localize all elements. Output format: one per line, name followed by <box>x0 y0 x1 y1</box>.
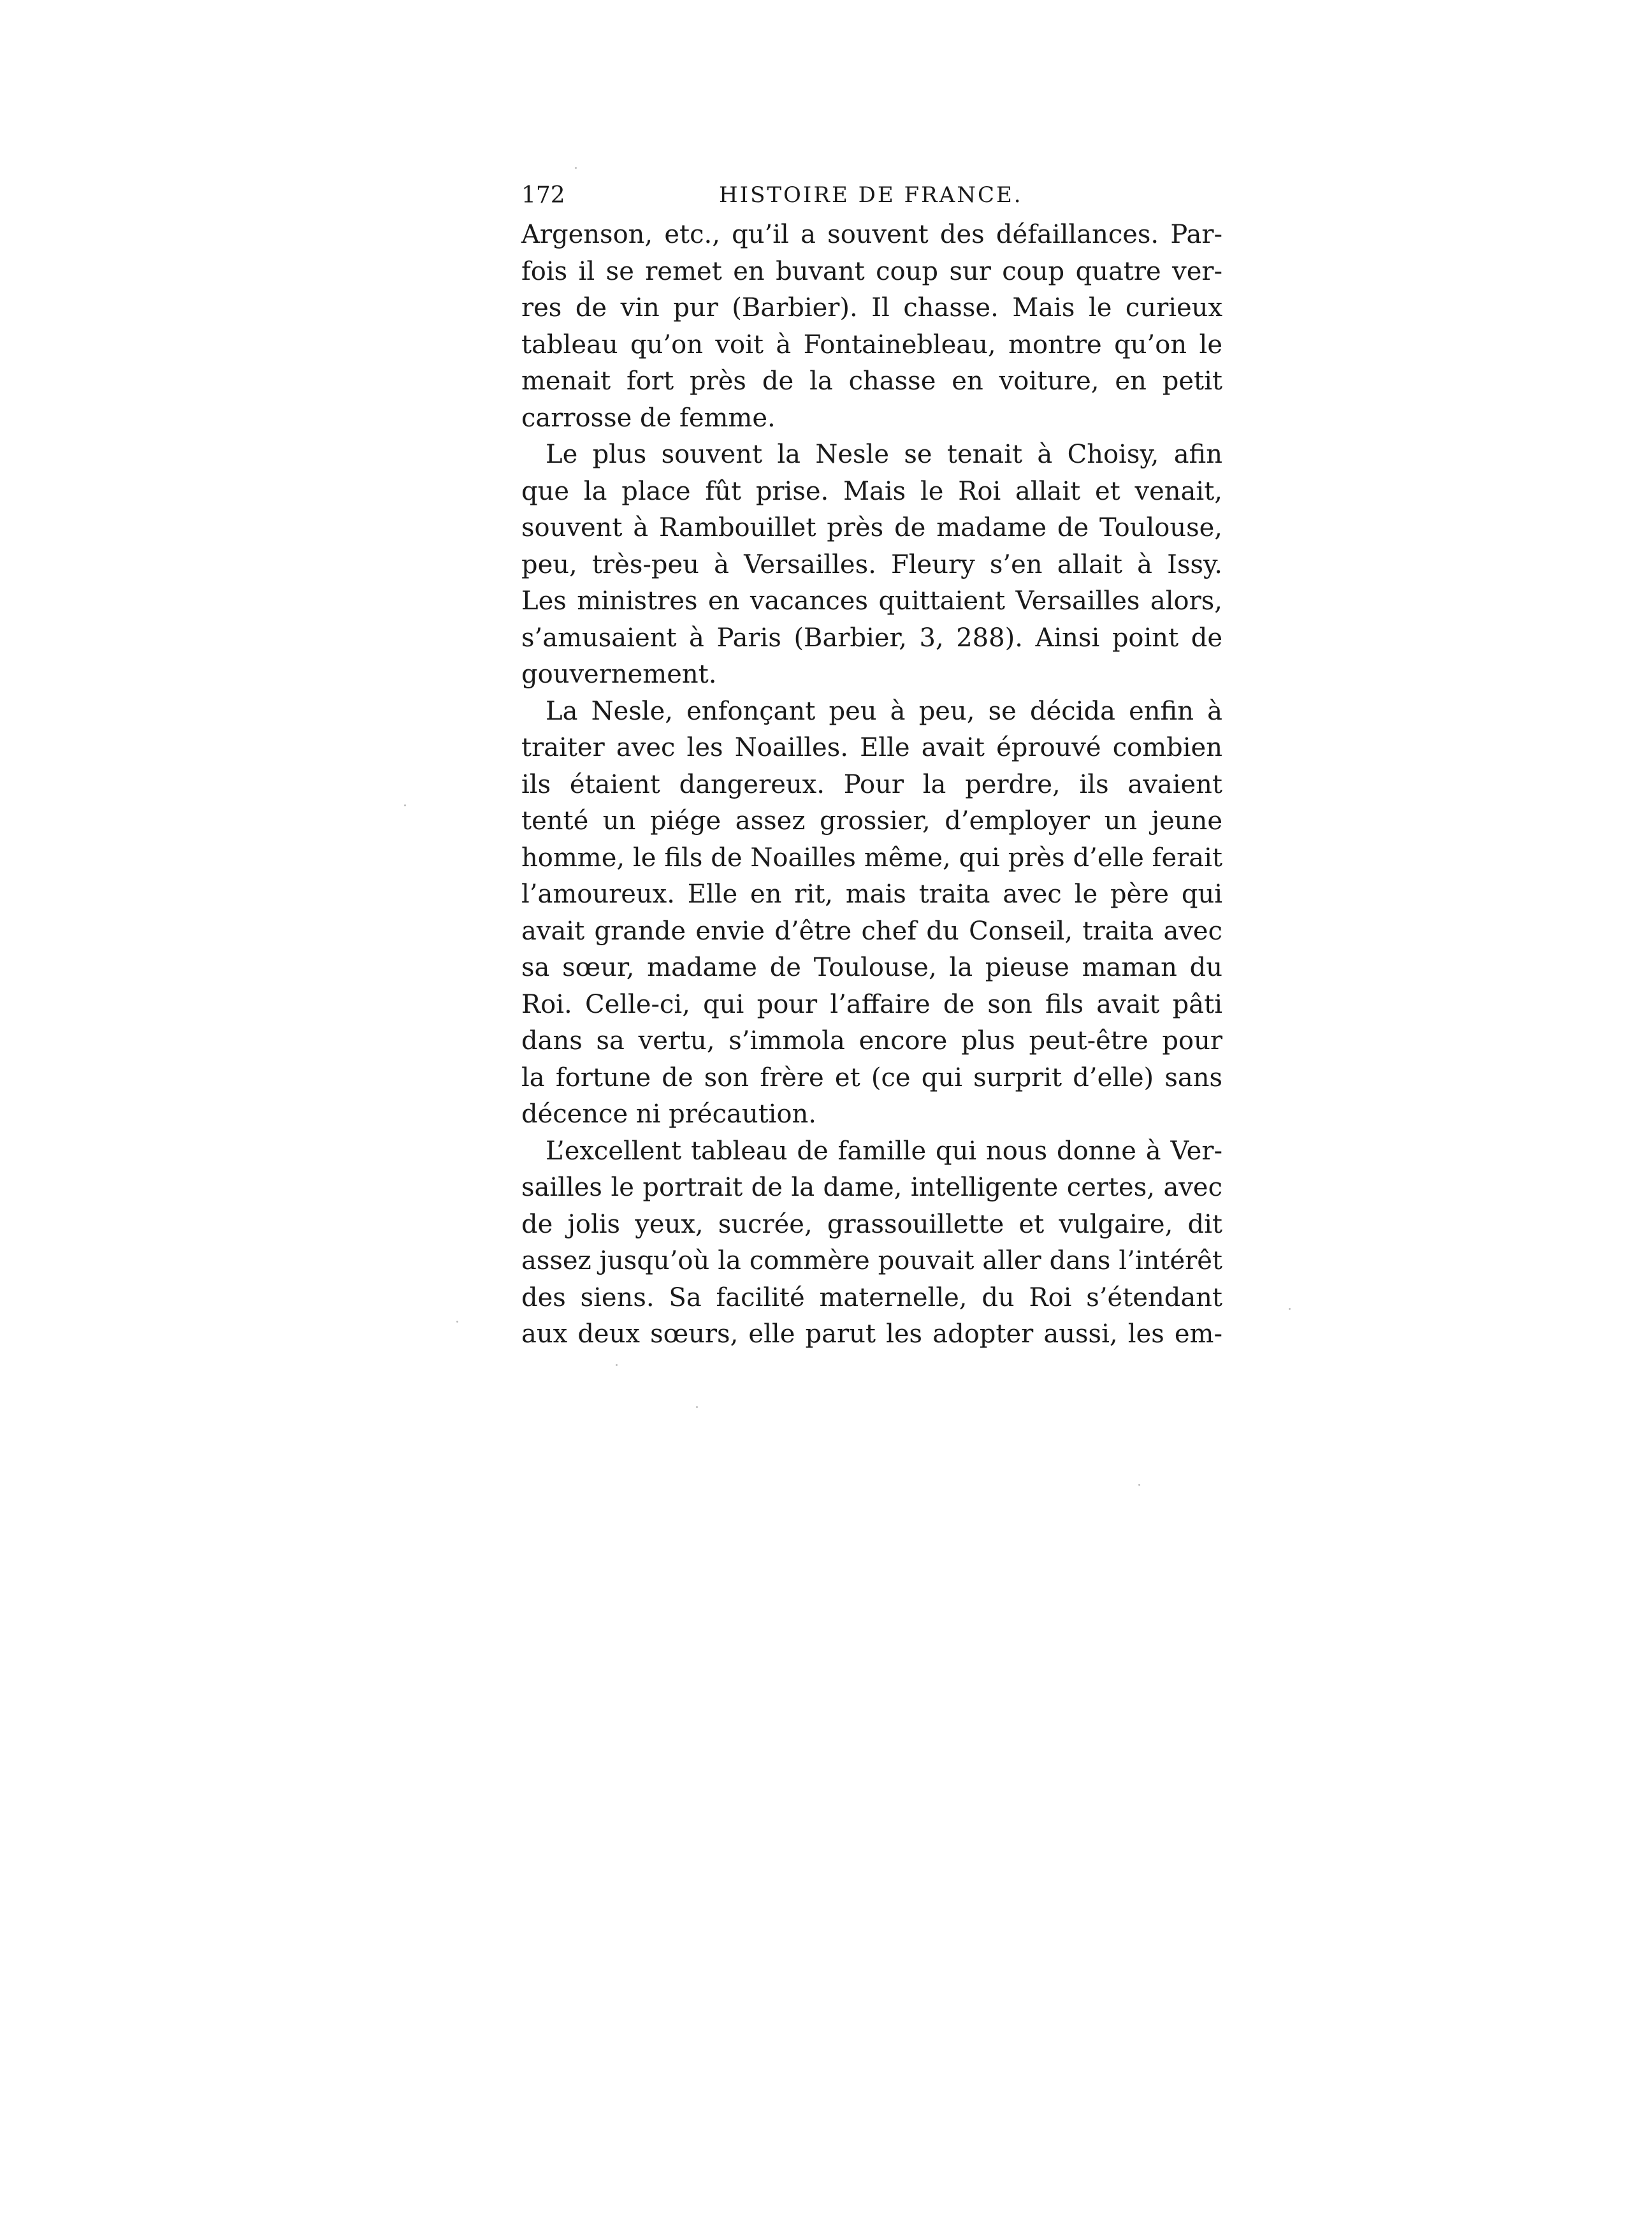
text-line: menait fort près de la chasse en voiture, en petit <box>521 367 1222 396</box>
paper-speck <box>575 167 577 169</box>
page-number: 172 <box>521 182 565 208</box>
text-line: L’excellent tableau de famille qui nous donne à Ver- <box>546 1136 1222 1166</box>
text-block <box>521 176 1222 1353</box>
text-line: gouvernement. <box>521 660 717 689</box>
text-line: avait grande envie d’être chef du Conseil, traita avec <box>521 916 1222 946</box>
text-line: l’amoureux. Elle en rit, mais traita avec le père qui <box>521 880 1222 909</box>
paper-speck <box>1138 1484 1140 1486</box>
text-line: de jolis yeux, sucrée, grassouillette et vulgaire, dit <box>521 1209 1222 1239</box>
paragraph-4 <box>521 1133 1222 1353</box>
text-line: dans sa vertu, s’immola encore plus peut-être pour <box>521 1026 1222 1056</box>
paper-speck <box>616 1364 618 1366</box>
text-line: tenté un piége assez grossier, d’employer un jeune <box>521 806 1222 836</box>
text-line: que la place fût prise. Mais le Roi allait et venait, <box>521 476 1222 506</box>
paragraph-2 <box>521 437 1222 693</box>
paragraph-3 <box>521 693 1222 1133</box>
text-line: peu, très-peu à Versailles. Fleury s’en allait à Issy. <box>521 549 1222 579</box>
text-line: Argenson, etc., qu’il a souvent des défaillances. Par- <box>521 220 1222 249</box>
text-line: des siens. Sa facilité maternelle, du Roi s’étendant <box>521 1282 1222 1312</box>
text-line: carrosse de femme. <box>521 403 776 433</box>
text-line: tableau qu’on voit à Fontainebleau, montre qu’on le <box>521 330 1222 359</box>
paper-speck <box>696 1406 698 1408</box>
running-head <box>521 176 1222 217</box>
text-line: Les ministres en vacances quittaient Versailles alors, <box>521 586 1222 616</box>
text-line: la fortune de son frère et (ce qui surprit d’elle) sans <box>521 1063 1222 1093</box>
text-line: traiter avec les Noailles. Elle avait éprouvé combien <box>521 733 1222 762</box>
paper-speck <box>1289 1308 1291 1310</box>
running-title: HISTOIRE DE FRANCE. <box>719 182 1023 208</box>
text-line: aux deux sœurs, elle parut les adopter aussi, les em- <box>521 1319 1222 1349</box>
text-line: fois il se remet en buvant coup sur coup quatre ver- <box>521 256 1222 286</box>
text-line: sailles le portrait de la dame, intelligente certes, avec <box>521 1173 1222 1202</box>
text-line: sa sœur, madame de Toulouse, la pieuse maman du <box>521 953 1222 982</box>
text-line: ils étaient dangereux. Pour la perdre, ils avaient <box>521 769 1222 799</box>
text-line: souvent à Rambouillet près de madame de Toulouse, <box>521 513 1222 542</box>
text-line: assez jusqu’où la commère pouvait aller dans l’intérêt <box>521 1246 1222 1275</box>
paper-speck <box>456 1321 458 1323</box>
text-line: s’amusaient à Paris (Barbier, 3, 288). Ainsi point de <box>521 623 1222 653</box>
text-line: Roi. Celle-ci, qui pour l’affaire de son fils avait pâti <box>521 989 1222 1019</box>
text-line: homme, le fils de Noailles même, qui près d’elle ferait <box>521 843 1222 873</box>
text-line: res de vin pur (Barbier). Il chasse. Mais le curieux <box>521 293 1222 323</box>
paper-speck <box>404 804 406 806</box>
paragraph-1 <box>521 217 1222 437</box>
text-line: décence ni précaution. <box>521 1100 817 1129</box>
text-line: La Nesle, enfonçant peu à peu, se décida enfin à <box>546 696 1222 726</box>
text-line: Le plus souvent la Nesle se tenait à Choisy, afin <box>546 440 1222 469</box>
